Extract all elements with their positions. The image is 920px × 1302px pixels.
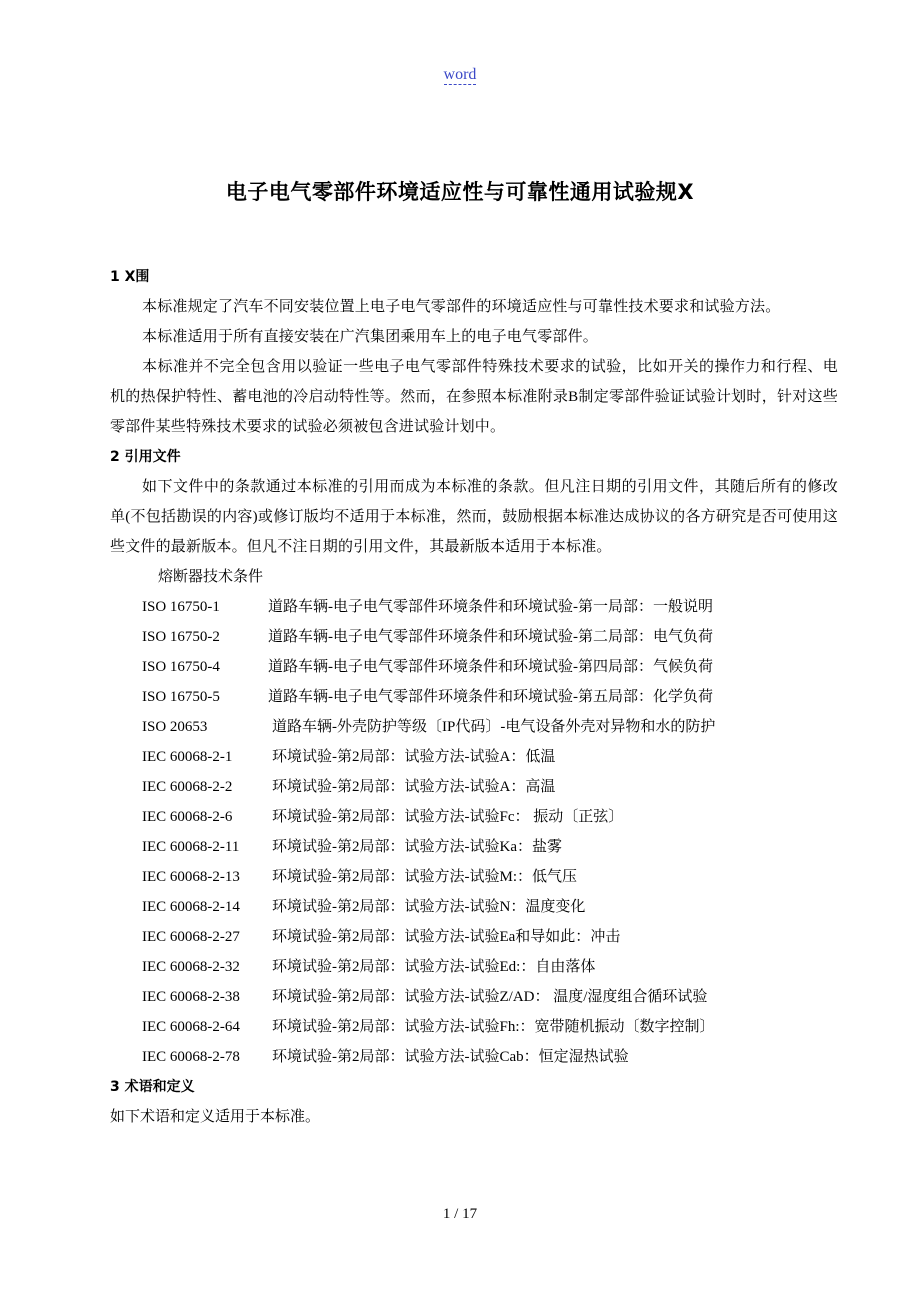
- section-3-heading: 3 术语和定义: [110, 1079, 195, 1095]
- reference-desc: 道路车辆-电子电气零部件环境条件和环境试验-第二局部：电气负荷: [268, 629, 713, 645]
- section-1-paragraph: 本标准并不完全包含用以验证一些电子电气零部件特殊技术要求的试验，比如开关的操作力和行程、电机的热保护特性、蓄电池的冷启动特性等。然而，在参照本标准附录B制定零部件验证试验计划时，针对这些零部件某些特殊技术要求的试验必须被包含进试验计划中。: [110, 359, 838, 435]
- reference-item: [110, 592, 838, 622]
- reference-code: IEC 60068-2-38: [142, 989, 240, 1005]
- header-link[interactable]: word: [443, 66, 477, 83]
- reference-desc: 环境试验-第2局部：试验方法-试验A：高温: [272, 779, 556, 795]
- page-header: [0, 66, 920, 84]
- reference-item: [110, 742, 838, 772]
- section-2-heading: 2 引用文件: [110, 449, 181, 465]
- reference-desc: 环境试验-第2局部：试验方法-试验M:：低气压: [272, 869, 577, 885]
- reference-code: ISO 16750-4: [142, 659, 220, 675]
- document-body: [110, 262, 838, 1132]
- reference-code: ISO 16750-5: [142, 689, 220, 705]
- reference-desc: 环境试验-第2局部：试验方法-试验Fh:：宽带随机振动〔数字控制〕: [272, 1019, 715, 1035]
- fuse-spec-line: 熔断器技术条件: [158, 569, 264, 585]
- reference-item: [110, 772, 838, 802]
- reference-desc: 环境试验-第2局部：试验方法-试验Z/AD： 温度/湿度组合循环试验: [272, 989, 708, 1005]
- reference-item: [110, 652, 838, 682]
- reference-desc: 道路车辆-外壳防护等级〔IP代码〕-电气设备外壳对异物和水的防护: [272, 719, 716, 735]
- reference-code: IEC 60068-2-1: [142, 749, 233, 765]
- reference-list: [110, 592, 838, 1072]
- reference-desc: 环境试验-第2局部：试验方法-试验Fc： 振动〔正弦〕: [272, 809, 624, 825]
- reference-item: [110, 712, 838, 742]
- reference-code: ISO 20653: [142, 719, 208, 735]
- reference-item: [110, 682, 838, 712]
- document-title: 电子电气零部件环境适应性与可靠性通用试验规X: [225, 180, 695, 204]
- reference-desc: 环境试验-第2局部：试验方法-试验Ed:：自由落体: [272, 959, 596, 975]
- reference-code: IEC 60068-2-6: [142, 809, 233, 825]
- reference-item: [110, 622, 838, 652]
- section-2-paragraph: 如下文件中的条款通过本标准的引用而成为本标准的条款。但凡注日期的引用文件，其随后所有的修改单(不包括勘误的内容)或修订版均不适用于本标准，然而，鼓励根据本标准达成协议的各方研究是否可使用这些文件的最新版本。但凡不注日期的引用文件，其最新版本适用于本标准。: [110, 479, 838, 555]
- reference-item: [110, 922, 838, 952]
- reference-item: [110, 952, 838, 982]
- section-1-heading: 1 X围: [110, 269, 150, 285]
- reference-item: [110, 1042, 838, 1072]
- section-3-paragraph: 如下术语和定义适用于本标准。: [110, 1109, 321, 1125]
- reference-item: [110, 802, 838, 832]
- reference-desc: 环境试验-第2局部：试验方法-试验Ea和导如此：冲击: [272, 929, 621, 945]
- reference-desc: 环境试验-第2局部：试验方法-试验N：温度变化: [272, 899, 586, 915]
- reference-item: [110, 892, 838, 922]
- reference-desc: 道路车辆-电子电气零部件环境条件和环境试验-第一局部：一般说明: [268, 599, 713, 615]
- page-number: 1 / 17: [442, 1206, 478, 1222]
- reference-item: [110, 982, 838, 1012]
- reference-code: IEC 60068-2-64: [142, 1019, 240, 1035]
- reference-desc: 环境试验-第2局部：试验方法-试验Ka：盐雾: [272, 839, 562, 855]
- reference-code: IEC 60068-2-27: [142, 929, 240, 945]
- reference-code: IEC 60068-2-11: [142, 839, 240, 855]
- reference-code: IEC 60068-2-32: [142, 959, 240, 975]
- reference-desc: 道路车辆-电子电气零部件环境条件和环境试验-第四局部：气候负荷: [268, 659, 713, 675]
- reference-code: ISO 16750-2: [142, 629, 220, 645]
- reference-code: IEC 60068-2-78: [142, 1049, 240, 1065]
- reference-desc: 环境试验-第2局部：试验方法-试验A：低温: [272, 749, 556, 765]
- section-1-paragraph: 本标准规定了汽车不同安装位置上电子电气零部件的环境适应性与可靠性技术要求和试验方法。: [142, 299, 781, 315]
- section-1-paragraph: 本标准适用于所有直接安装在广汽集团乘用车上的电子电气零部件。: [142, 329, 599, 345]
- reference-code: IEC 60068-2-14: [142, 899, 240, 915]
- reference-item: [110, 832, 838, 862]
- reference-desc: 环境试验-第2局部：试验方法-试验Cab：恒定湿热试验: [272, 1049, 629, 1065]
- reference-code: IEC 60068-2-13: [142, 869, 240, 885]
- reference-item: [110, 1012, 838, 1042]
- reference-desc: 道路车辆-电子电气零部件环境条件和环境试验-第五局部：化学负荷: [268, 689, 713, 705]
- reference-code: ISO 16750-1: [142, 599, 220, 615]
- reference-item: [110, 862, 838, 892]
- reference-code: IEC 60068-2-2: [142, 779, 233, 795]
